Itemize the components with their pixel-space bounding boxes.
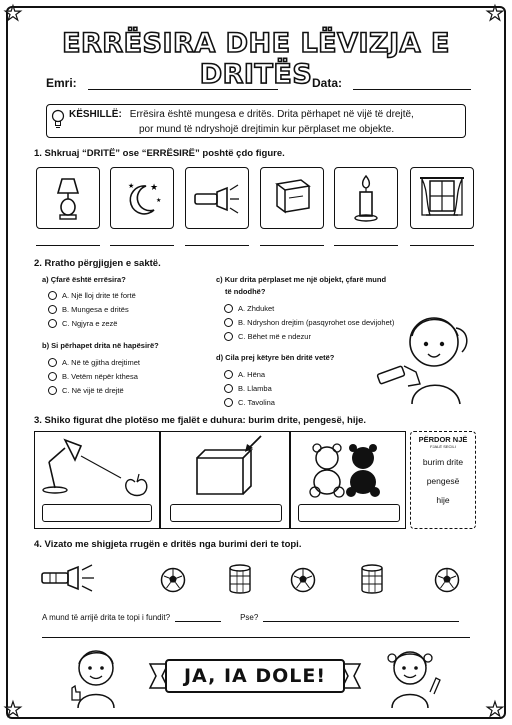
answer-line-2[interactable] [110,245,174,246]
flashlight-icon [40,562,100,594]
q2c-option-a[interactable] [224,304,274,313]
moon-stars-icon [120,176,164,220]
radio-circle[interactable] [224,398,233,407]
banner-text: JA, IA DOLE! [183,665,327,687]
q4-why-line[interactable] [263,612,459,622]
q2d-question: d) Cila prej këtyre bën dritë vetë? [216,353,335,362]
radio-circle[interactable] [224,318,233,327]
option-label: A. Një lloj drite të fortë [62,291,136,300]
figure-book [260,167,324,229]
date-line[interactable] [353,78,471,90]
q2c-option-b[interactable] [224,318,394,327]
q2b-option-c[interactable] [48,386,124,395]
q2-prompt: 2. Rratho përgjigjen e saktë. [34,258,161,269]
option-label: A. Hëna [238,370,266,379]
radio-circle[interactable] [224,304,233,313]
radio-circle[interactable] [48,319,57,328]
svg-text:★: ★ [128,182,135,190]
girl-waving-illustration [380,644,442,710]
figure-lamp [36,167,100,229]
radio-circle[interactable] [48,358,57,367]
star-icon: ★ [486,3,504,25]
answer-line-5[interactable] [334,245,398,246]
word-bank-item: hije [436,495,450,505]
name-line[interactable] [88,78,278,90]
star-icon: ★ [4,699,22,721]
svg-text:★: ★ [150,183,159,193]
q3-prompt: 3. Shiko figurat dhe plotëso me fjalët e duhura: burim drite, pengesë, hije. [34,415,367,426]
star-icon: ★ [4,3,22,25]
teddy-bear-shadow-icon [291,432,403,498]
boy-thumbs-up-illustration [66,646,124,710]
svg-text:★: ★ [156,197,162,204]
soccer-ball-icon [160,567,186,593]
q2d-option-b[interactable] [224,384,272,393]
option-label: C. Ngjyra e zezë [62,319,118,328]
answer-line-4[interactable] [260,245,324,246]
radio-circle[interactable] [224,384,233,393]
option-label: B. Mungesa e dritës [62,305,129,314]
star-icon: ★ [486,699,504,721]
q2b-option-b[interactable] [48,372,138,381]
tip-box [46,104,466,138]
q2a-option-c[interactable] [48,319,117,328]
figure-candle [334,167,398,229]
q3-answer-box-2[interactable] [170,504,282,522]
q2d-option-a[interactable] [224,370,265,379]
q3-answer-box-3[interactable] [298,504,400,522]
radio-circle[interactable] [48,372,57,381]
tip-label: KËSHILLË: [69,109,122,120]
q4-why-label: Pse? [240,612,259,622]
q2a-option-a[interactable] [48,291,136,300]
q3-answer-box-1[interactable] [42,504,152,522]
cube-arrow-icon [161,432,287,498]
q2c-question-line-2: të ndodhë? [225,287,266,296]
word-bank-title: PËRDOR NJË [418,435,468,444]
option-label: C. Në vijë të drejtë [62,386,124,395]
option-label: A. Në të gjitha drejtimet [62,358,140,367]
radio-circle[interactable] [48,305,57,314]
girl-with-flashlight-illustration [372,300,480,408]
radio-circle[interactable] [48,386,57,395]
celebration-banner [148,658,362,694]
soccer-ball-icon [434,567,460,593]
q4-prompt: 4. Vizato me shigjeta rrugën e dritës nga burimi deri te topi. [34,539,302,550]
tip-line-1: Errësira është mungesa e dritës. Drita përhapet në vijë të drejtë, [129,109,414,120]
figure-moon [110,167,174,229]
q2a-option-b[interactable] [48,305,129,314]
q2b-question: b) Si përhapet drita në hapësirë? [42,341,159,350]
q2c-question-line-1: c) Kur drita përplaset me një objekt, çfarë mund [216,275,387,284]
book-icon [271,178,313,218]
q4-answer-line[interactable] [175,612,221,622]
word-bank-item: pengesë [426,476,460,486]
name-field[interactable] [46,76,278,90]
word-bank-item: burim drite [422,457,464,467]
figure-window [410,167,474,229]
q2b-option-a[interactable] [48,358,140,367]
lightbulb-icon [51,109,65,131]
desk-lamp-apple-icon [35,432,157,498]
candle-icon [351,174,381,222]
option-label: C. Bëhet më e ndezur [238,332,311,341]
barrel-obstacle-icon [228,564,252,594]
answer-line-3[interactable] [185,245,249,246]
q2d-option-c[interactable] [224,398,275,407]
barrel-obstacle-icon [360,564,384,594]
q2a-question: a) Çfarë është errësira? [42,275,126,284]
radio-circle[interactable] [224,370,233,379]
q1-prompt: 1. Shkruaj “DRITË” ose “ERRËSIRË” poshtë çdo figure. [34,148,285,159]
soccer-ball-icon [290,567,316,593]
figure-flashlight [185,167,249,229]
radio-circle[interactable] [224,332,233,341]
option-label: B. Ndryshon drejtim (pasqyrohet ose devijohet) [238,318,395,327]
q4-question-row [42,612,459,622]
q4-extra-line[interactable] [42,628,470,638]
name-label: Emri: [46,76,77,90]
answer-line-6[interactable] [410,245,474,246]
date-label: Data: [312,76,343,90]
option-label: B. Llamba [238,384,272,393]
tip-line-2: por mund të ndryshojë drejtimin kur përplaset me objekte. [139,124,395,135]
q4-question: A mund të arrijë drita te topi i fundit? [42,612,171,622]
radio-circle[interactable] [48,291,57,300]
date-field[interactable] [312,76,471,90]
page-title: ERRËSIRA DHE LËVIZJA E DRITËS [62,28,450,90]
option-label: C. Tavolina [238,398,275,407]
word-bank [410,431,476,529]
window-icon [418,175,466,221]
word-bank-subtitle: FJALË SECILI [430,444,456,449]
option-label: B. Vetëm nëpër kthesa [62,372,138,381]
option-label: A. Zhduket [238,304,275,313]
answer-line-1[interactable] [36,245,100,246]
flashlight-icon [193,182,241,214]
q2c-option-c[interactable] [224,332,311,341]
lamp-icon [48,175,88,221]
